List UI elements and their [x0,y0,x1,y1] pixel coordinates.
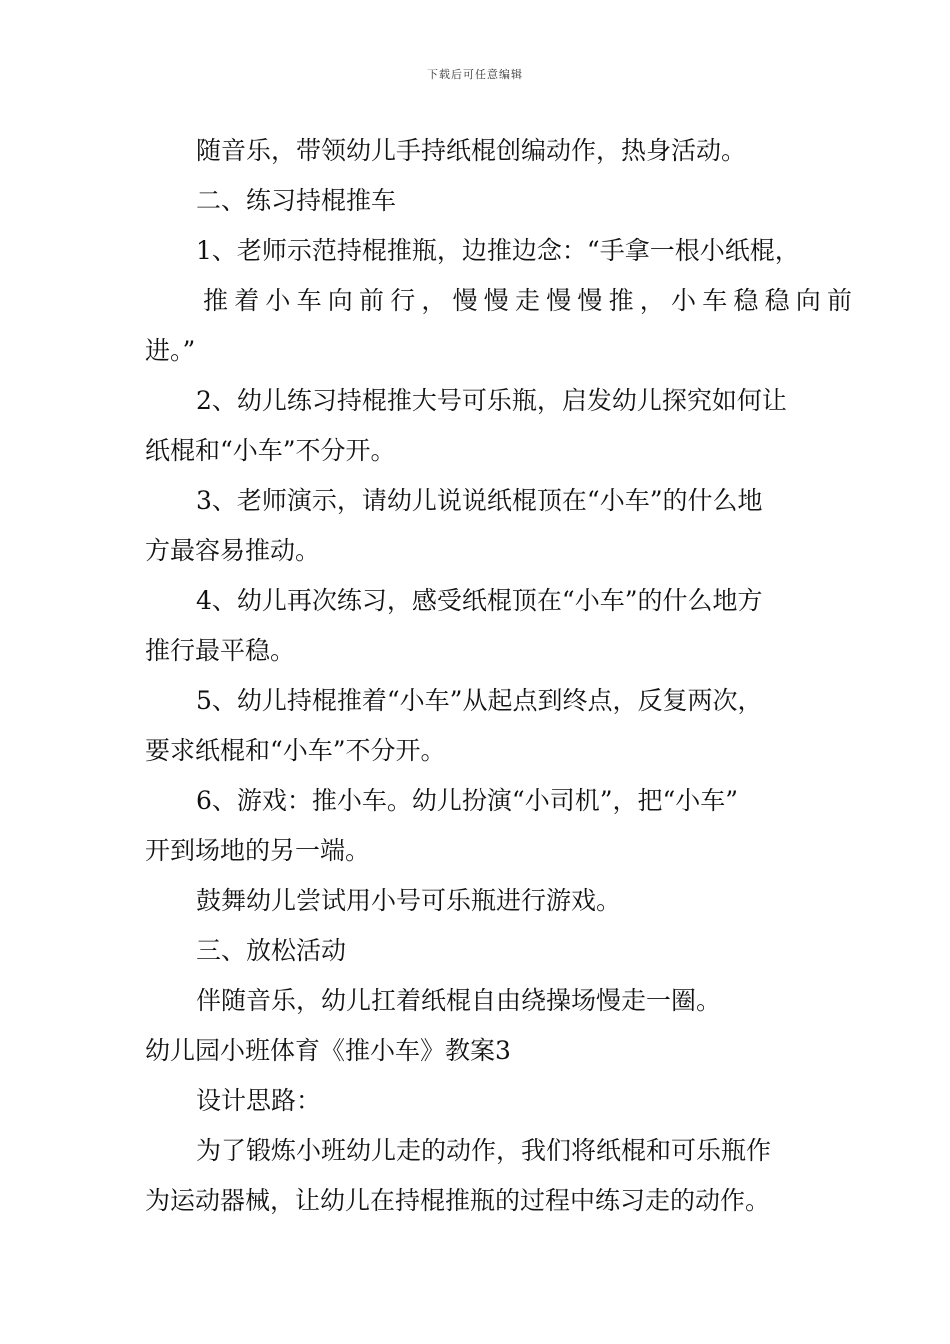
paragraph-line: 1、老师示范持棍推瓶，边推边念：“手拿一根小纸棍， [196,236,800,265]
paragraph-line: 鼓舞幼儿尝试用小号可乐瓶进行游戏。 [196,886,622,915]
paragraph-line: 随音乐，带领幼儿手持纸棍创编动作，热身活动。 [196,136,747,165]
paragraph-line: 进。” [145,336,196,365]
paragraph-line: 开到场地的另一端。 [145,836,371,865]
paragraph-line: 5、幼儿持棍推着“小车”从起点到终点，反复两次， [196,686,763,715]
section-heading: 设计思路： [196,1086,322,1115]
paragraph-line: 推着小车向前行，慢慢走慢慢推，小车稳稳向前 [203,286,859,315]
document-body [145,126,859,1226]
paragraph-line: 方最容易推动。 [145,536,321,565]
paragraph-line: 4、幼儿再次练习，感受纸棍顶在“小车”的什么地方 [196,586,763,615]
section-heading: 二、练习持棍推车 [196,186,397,215]
paragraph-line: 推行最平稳。 [145,636,296,665]
page-header-note: 下载后可任意编辑 [427,68,523,81]
paragraph-line: 3、老师演示，请幼儿说说纸棍顶在“小车”的什么地 [196,486,763,515]
paragraph-line: 要求纸棍和“小车”不分开。 [145,736,446,765]
document-title: 幼儿园小班体育《推小车》教案3 [145,1036,511,1065]
paragraph-line: 伴随音乐，幼儿扛着纸棍自由绕操场慢走一圈。 [196,986,722,1015]
paragraph-line: 为了锻炼小班幼儿走的动作，我们将纸棍和可乐瓶作 [196,1136,772,1165]
paragraph-line: 2、幼儿练习持棍推大号可乐瓶，启发幼儿探究如何让 [196,386,787,415]
paragraph-line: 纸棍和“小车”不分开。 [145,436,396,465]
section-heading: 三、放松活动 [196,936,347,965]
paragraph-line: 6、游戏：推小车。幼儿扮演“小司机”，把“小车” [196,786,739,815]
paragraph-line: 为运动器械，让幼儿在持棍推瓶的过程中练习走的动作。 [145,1186,771,1215]
